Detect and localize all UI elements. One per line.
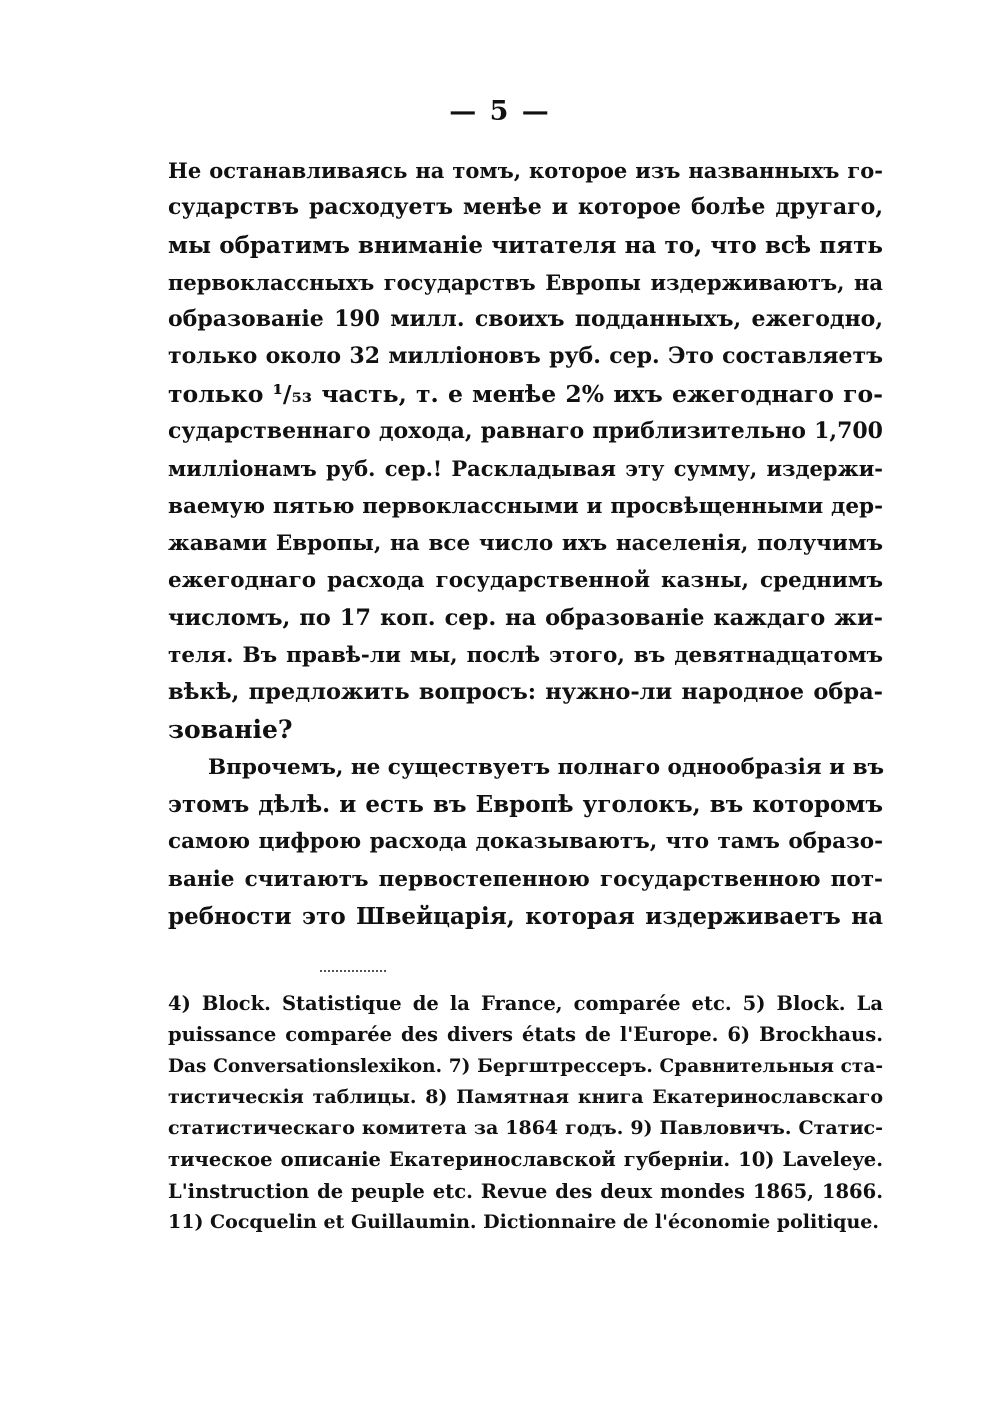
text-line: сударствъ расходуетъ менѣе и которое болѣе другаго, [168,194,883,221]
text-line: только около 32 милліоновъ руб. сер. Это составляетъ [168,343,883,370]
text-line: Впрочемъ, не существуетъ полнаго однообразія и въ [208,754,885,780]
text-line: вѣкѣ, предложить вопросъ: нужно-ли народное обра- [168,679,883,706]
main-text [168,152,883,935]
footnote-line: L'instruction de peuple etc. Revue des deux mondes 1865, 1866. [168,1179,883,1203]
footnote-separator [320,970,386,972]
text-line: этомъ дѣлѣ. и есть въ Европѣ уголокъ, въ которомъ [168,791,883,819]
text-line: жавами Европы, на все число ихъ населенія, получимъ [168,530,883,556]
footnotes [168,988,883,1238]
footnote-line: Das Conversationslexikon. 7) Бергштрессеръ. Сравнительныя ста- [168,1055,883,1077]
text-line: теля. Въ правѣ-ли мы, послѣ этого, въ девятнадцатомъ [168,642,883,668]
text-line: только ¹/₅₃ часть, т. е менѣе 2% ихъ ежегоднаго го- [168,379,883,408]
footnote-line: статистическаго комитета за 1864 годъ. 9) Павловичъ. Статис- [168,1117,883,1140]
text-line: милліонамъ руб. сер.! Раскладывая эту сумму, издержи- [168,456,883,482]
text-line: образованіе 190 милл. своихъ подданныхъ, ежегодно, [168,306,883,333]
footnote-line: тическое описаніе Екатеринославской губерніи. 10) Laveleye. [168,1148,883,1172]
footnote-line: тистическія таблицы. 8) Памятная книга Екатеринославскаго [168,1085,883,1108]
text-line: зованіе? [168,715,293,745]
text-line: числомъ, по 17 коп. сер. на образованіе каждаго жи- [168,604,883,631]
text-line: мы обратимъ вниманіе читателя на то, что всѣ пять [168,231,883,259]
text-line: Не останавливаясь на томъ, которое изъ названныхъ го- [168,158,883,183]
text-line: ежегоднаго расхода государственной казны, среднимъ [168,568,883,594]
page-number: — 5 — [449,96,551,127]
footnote-line: 4) Block. Statistique de la France, comparée etc. 5) Block. La [168,992,883,1015]
text-line: ваемую пятью первоклассными и просвѣщенными дер- [168,493,883,519]
text-line: ребности это Швейцарія, которая издерживаетъ на [168,902,883,930]
text-line: первоклассныхъ государствъ Европы издерживаютъ, на [168,269,883,295]
text-line: самою цифрою расхода доказываютъ, что тамъ образо- [168,829,883,855]
footnote-line: 11) Cocquelin et Guillaumin. Dictionnaire de l'économie politique. [168,1211,879,1234]
text-line: сударственнаго дохода, равнаго приблизительно 1,700 [168,418,883,445]
text-line: ваніе считаютъ первостепенною государственною пот- [168,866,883,892]
footnote-line: puissance comparée des divers états de l'Europe. 6) Brockhaus. [168,1023,883,1047]
